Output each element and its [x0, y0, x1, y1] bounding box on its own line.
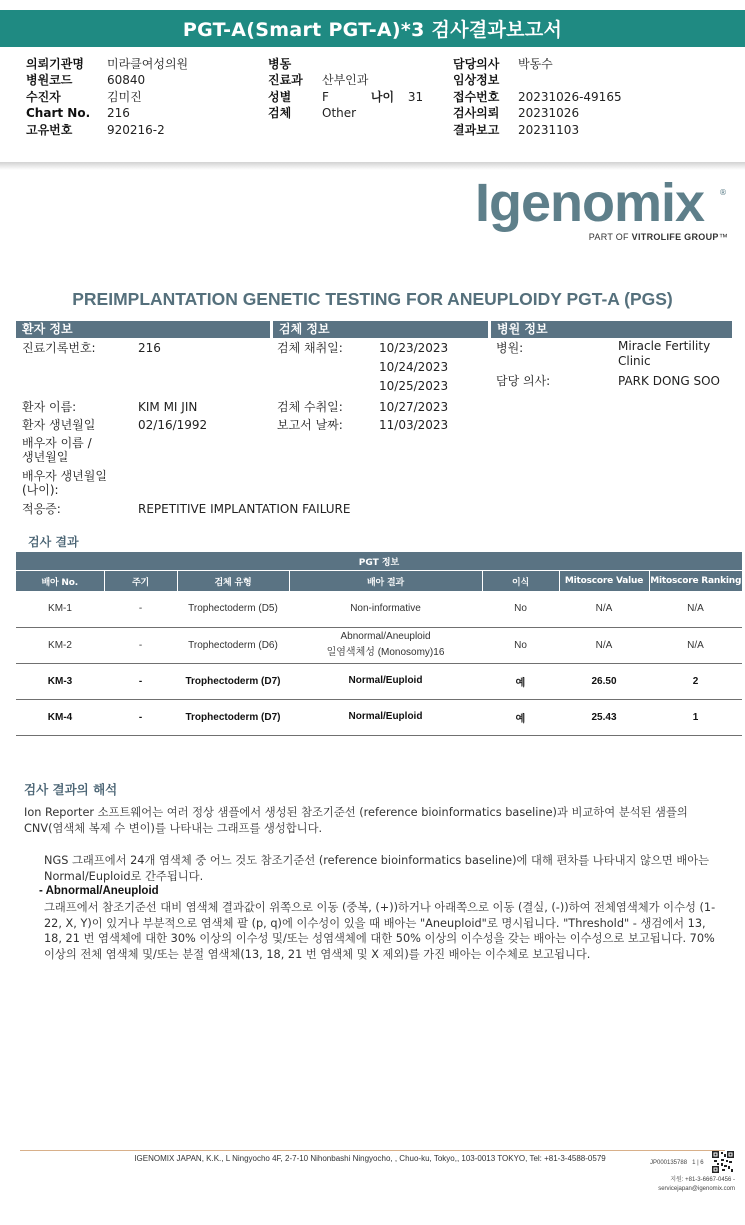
request-date-value: 20231026	[518, 106, 580, 121]
results-table	[16, 571, 742, 736]
section-specimen-info: 검체 정보	[273, 321, 488, 338]
record-no-label: 진료기록번호:	[22, 341, 96, 355]
age-label: 나이	[370, 89, 395, 104]
logo-registered-mark: ®	[719, 188, 727, 197]
header-row-chart-no	[26, 105, 188, 121]
report-date-label: 보고서 날짜:	[277, 418, 343, 432]
mitoscore-value-cell: N/A	[559, 627, 649, 663]
results-title: 검사 결과	[28, 535, 79, 549]
header-row-sex-age	[268, 89, 423, 105]
attending-doctor-value: PARK DONG SOO	[618, 374, 720, 388]
specimen-type-cell: Trophectoderm (D6)	[177, 627, 289, 663]
footer-doc-id	[650, 1160, 704, 1166]
sex-value: F	[322, 89, 329, 104]
col-mitoscore-value: Mitoscore Value	[559, 571, 649, 591]
request-date-label: 검사의뢰	[453, 106, 500, 121]
table-row	[16, 663, 742, 699]
result-main: Non-informative	[350, 602, 421, 614]
record-no-value: 216	[138, 341, 161, 355]
received-label: 검체 수취일:	[277, 400, 343, 414]
pgt-info-header: PGT 정보	[16, 552, 742, 570]
doctor-label: 담당의사	[453, 57, 500, 71]
specimen-type-cell: Trophectoderm (D7)	[177, 663, 289, 699]
mitoscore-rank-cell: N/A	[649, 591, 742, 627]
col-specimen-type: 검체 유형	[177, 571, 289, 591]
specimen-type-cell: Trophectoderm (D7)	[177, 699, 289, 735]
unique-no-label: 고유번호	[26, 122, 73, 137]
logo-wordmark: Igenomix	[475, 173, 705, 233]
table-row	[16, 591, 742, 627]
col-transfer: 이식	[482, 571, 559, 591]
specimen-value: Other	[322, 106, 357, 121]
receipt-no-label: 접수번호	[453, 89, 500, 104]
chart-no-value: 216	[107, 106, 130, 121]
spouse-dob-label-line1: 배우자 생년월일	[22, 469, 107, 483]
spouse-name-label-line2: 생년월일	[22, 450, 69, 464]
header-col-3	[453, 56, 622, 138]
header-row-clinical-info	[453, 72, 622, 88]
embryo-no-cell: KM-1	[16, 591, 104, 627]
institution-value: 미라클여성의원	[107, 57, 189, 71]
support-phone: 지원: +81-3-6667-0456 -	[670, 1177, 735, 1183]
sex-label: 성별	[268, 89, 292, 104]
interpretation-paragraph-3: 그래프에서 참조기준선 대비 염색체 결과값이 위쪽으로 이동 (중복, (+))하거나 아래쪽으로 이동 (결실, (-))하여 전체염색체가 이수성 (1-22, X, Y)이 있거나 부분적으로 염색체 팔 (p, q)에 이수성이 있을 때 배아는 "Aneuploid"로 명시됩니다. "Threshold" - 생검에서 13, 18, 21 번 염색체에 대한 30% 이상의 이수성 및/또는 성염색체에 대한 50% 이상의 이수성을 갖는 배아는 이수성으로 보고됩니다. 70% 이상의 전체 염색체 및/또는 분절 염색체(13, 18, 21 번 염색체 및 X 제외)를 가진 배아는 이수체로 보고됩니다.	[44, 901, 716, 961]
aneuploid-heading: - Abnormal/Aneuploid	[39, 885, 159, 897]
support-email[interactable]: servicejapan@igenomix.com	[658, 1185, 735, 1192]
examinee-value: 김미진	[107, 89, 142, 104]
hospital-code-value: 60840	[107, 73, 146, 88]
result-detail: 일염색체성 (Monosomy)16	[326, 647, 445, 658]
interpretation-paragraph-2: NGS 그래프에서 24개 염색체 중 어느 것도 참조기준선 (reference bioinformatics baseline)에 대해 편차를 나타내지 않으면 배아는 Normal/Euploid로 간주됩니다.	[44, 854, 710, 883]
header-row-examinee	[26, 89, 188, 105]
institution-label: 의뢰기관명	[26, 57, 84, 71]
doctor-value: 박동수	[518, 57, 553, 71]
page-number: 1 | 6	[692, 1160, 704, 1166]
hospital-value-line2: Clinic	[618, 354, 651, 368]
mitoscore-value-cell: N/A	[559, 591, 649, 627]
header-row-specimen	[268, 105, 423, 121]
footer-divider	[20, 1150, 725, 1151]
result-date-label: 결과보고	[453, 122, 500, 137]
header-col-2	[268, 56, 423, 122]
transfer-cell: No	[482, 627, 559, 663]
header-row-doctor	[453, 56, 622, 72]
header-row-receipt-no	[453, 89, 622, 105]
patient-dob-label: 환자 생년월일	[22, 418, 96, 432]
main-title: PREIMPLANTATION GENETIC TESTING FOR ANEUPLOIDY PGT-A (PGS)	[72, 289, 673, 309]
specimen-type-cell: Trophectoderm (D5)	[177, 591, 289, 627]
embryo-no-cell: KM-4	[16, 699, 104, 735]
embryo-result-cell	[289, 591, 482, 627]
result-main: Normal/Euploid	[348, 711, 423, 722]
header-row-ward	[268, 56, 423, 72]
logo-sub-prefix: PART OF	[588, 232, 632, 242]
collected-date-2: 10/24/2023	[379, 360, 449, 374]
header-row-unique-no	[26, 122, 188, 138]
col-embryo-no: 배아 No.	[16, 571, 104, 591]
received-value: 10/27/2023	[379, 400, 449, 414]
logo-sub-tm: ™	[718, 232, 728, 242]
mitoscore-rank-cell: 2	[649, 663, 742, 699]
mitoscore-value-cell: 26.50	[559, 663, 649, 699]
patient-dob-value: 02/16/1992	[138, 418, 208, 432]
col-cycle: 주기	[104, 571, 177, 591]
table-row	[16, 627, 742, 663]
patient-name-value: KIM MI JIN	[138, 400, 198, 414]
footer-contact	[600, 1176, 735, 1193]
patient-name-label: 환자 이름:	[22, 400, 77, 414]
transfer-cell: 예	[482, 663, 559, 699]
cycle-cell: -	[104, 663, 177, 699]
embryo-no-cell: KM-3	[16, 663, 104, 699]
interpretation-title: 검사 결과의 해석	[24, 782, 118, 797]
interpretation-paragraph-1: Ion Reporter 소프트웨어는 여러 정상 샘플에서 생성된 참조기준선 (reference bioinformatics baseline)과 비교하여 분석된 샘플의 CNV(염색체 복제 수 변이)를 나타내는 그래프를 생성합니다.	[24, 806, 688, 835]
hospital-value	[618, 339, 710, 369]
indication-value: REPETITIVE IMPLANTATION FAILURE	[138, 502, 351, 516]
col-embryo-result: 배아 결과	[289, 571, 482, 591]
spouse-dob-label	[22, 469, 107, 497]
specimen-label: 검체	[268, 106, 292, 121]
result-main: Normal/Euploid	[348, 675, 423, 686]
chart-no-label: Chart No.	[26, 106, 91, 121]
header-separator	[0, 162, 745, 170]
header-row-request-date	[453, 105, 622, 121]
igenomix-logo	[475, 173, 730, 244]
embryo-result-cell	[289, 663, 482, 699]
hospital-label: 병원:	[496, 341, 524, 355]
collected-label: 검체 채취일:	[277, 341, 343, 355]
mitoscore-rank-cell: N/A	[649, 627, 742, 663]
indication-label: 적응증:	[22, 502, 61, 516]
spouse-dob-label-line2: (나이):	[22, 483, 59, 497]
logo-subtitle	[589, 232, 728, 242]
table-row	[16, 699, 742, 735]
hospital-code-label: 병원코드	[26, 73, 73, 88]
section-patient-info: 환자 정보	[16, 321, 270, 338]
table-header-row	[16, 571, 742, 591]
footer-address: IGENOMIX JAPAN, K.K., L Ningyocho 4F, 2-7-10 Nihonbashi Ningyocho, , Chuo-ku, Tokyo,, 103-0013 TOKYO, Tel: +81-3-4588-0579	[134, 1154, 606, 1163]
mitoscore-value-cell: 25.43	[559, 699, 649, 735]
header-row-dept	[268, 72, 423, 88]
header-row-institution	[26, 56, 188, 72]
logo-sub-brand: VITROLIFE GROUP	[631, 232, 719, 242]
embryo-no-cell: KM-2	[16, 627, 104, 663]
report-title: PGT-A(Smart PGT-A)*3 검사결과보고서	[0, 10, 745, 47]
col-mitoscore-ranking: Mitoscore Ranking	[649, 571, 742, 591]
unique-no-value: 920216-2	[107, 122, 165, 137]
dept-label: 진료과	[268, 73, 303, 88]
collected-date-1: 10/23/2023	[379, 341, 449, 355]
report-date-value: 11/03/2023	[379, 418, 449, 432]
cycle-cell: -	[104, 627, 177, 663]
header-row-result-date	[453, 122, 622, 138]
section-hospital-info: 병원 정보	[491, 321, 732, 338]
embryo-result-cell	[289, 699, 482, 735]
doc-id: JP000135788	[650, 1160, 688, 1166]
ward-label: 병동	[268, 57, 292, 71]
dept-value: 산부인과	[322, 73, 369, 88]
header-row-hospital-code	[26, 72, 188, 88]
result-date-value: 20231103	[518, 122, 580, 137]
examinee-label: 수진자	[26, 89, 61, 104]
transfer-cell: No	[482, 591, 559, 627]
spouse-name-label	[22, 436, 92, 464]
age-value: 31	[407, 89, 424, 104]
hospital-value-line1: Miracle Fertility	[618, 339, 711, 353]
clinical-info-label: 임상정보	[453, 73, 500, 88]
qr-code-icon	[712, 1151, 734, 1173]
cycle-cell: -	[104, 591, 177, 627]
receipt-no-value: 20231026-49165	[518, 89, 622, 104]
result-main: Abnormal/Aneuploid	[340, 631, 431, 642]
header-col-1	[26, 56, 188, 138]
collected-date-3: 10/25/2023	[379, 379, 449, 393]
cycle-cell: -	[104, 699, 177, 735]
attending-doctor-label: 담당 의사:	[496, 374, 551, 388]
spouse-name-label-line1: 배우자 이름 /	[22, 436, 92, 450]
transfer-cell: 예	[482, 699, 559, 735]
embryo-result-cell	[289, 627, 482, 663]
mitoscore-rank-cell: 1	[649, 699, 742, 735]
